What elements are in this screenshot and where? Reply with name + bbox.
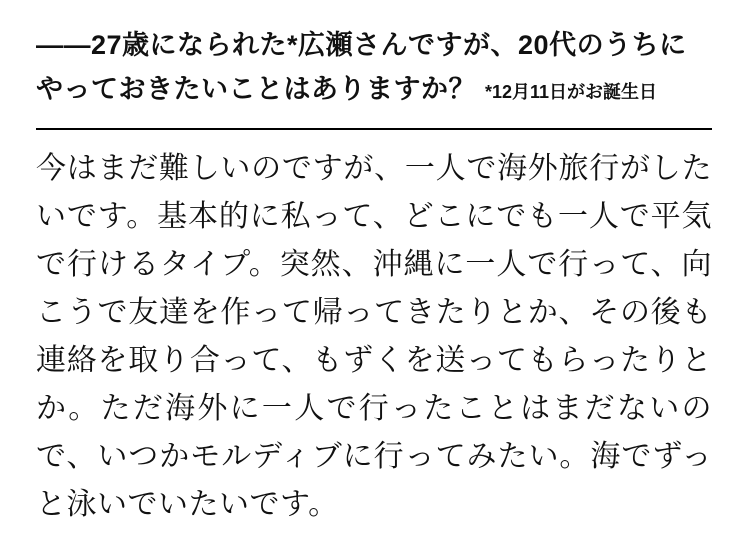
interview-question	[36, 23, 712, 114]
birthday-footnote: *12月11日がお誕生日	[485, 82, 658, 102]
section-divider	[36, 128, 712, 130]
interview-answer: 今はまだ難しいのですが、一人で海外旅行がしたいです。基本的に私って、どこにでも一人で平気で行けるタイプ。突然、沖縄に一人で行って、向こうで友達を作って帰ってきたりとか、その後も連絡を取り合って、もずくを送ってもらったりとか。ただ海外に一人で行ったことはまだないので、いつかモルディブに行ってみたい。海でずっと泳いでいたいです。	[36, 152, 712, 521]
question-text: ——27歳になられた*広瀬さんですが、20代のうちにやっておきたいことはありますか？	[36, 30, 687, 104]
